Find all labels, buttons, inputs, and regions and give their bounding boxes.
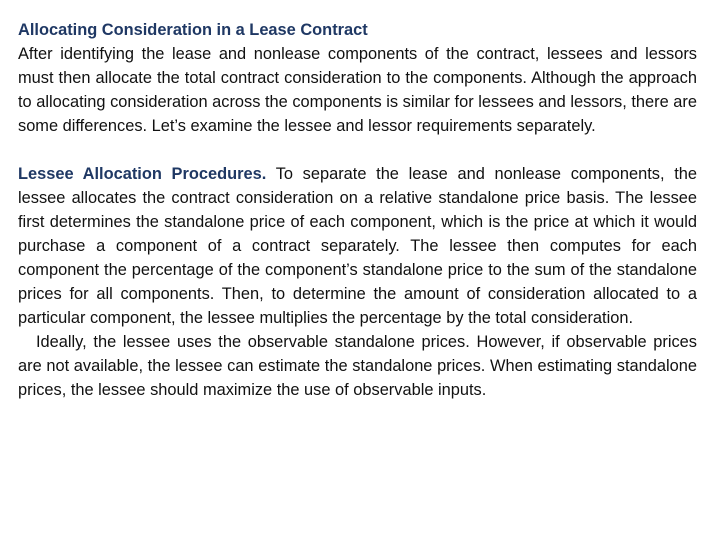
section-heading: Allocating Consideration in a Lease Contract [18, 21, 368, 39]
lead-in-heading: Lessee Allocation Procedures. [18, 165, 267, 183]
paragraph-spacer [18, 138, 697, 162]
lessee-paragraph-1: To separate the lease and nonlease components, the lessee allocates the contract consideration on a relative standalone price basis. The lessee first determines the standalone price of each component, which is the price at which it would purchase a component of a contract separately. The lessee then computes for each component the percentage of the component’s standalone price to the sum of the standalone prices for all components. Then, to determine the amount of consideration allocated to a particular component, the lessee multiplies the percentage by the total consideration. [18, 165, 697, 327]
section-paragraph: After identifying the lease and nonlease components of the contract, lessees and lessors must then allocate the total contract consideration to the components. Although the approach to allocating consideration across the components is similar for lessees and lessors, there are some differences. Let’s examine the lessee and lessor requirements separately. [18, 45, 697, 135]
lessee-paragraph-2: Ideally, the lessee uses the observable standalone prices. However, if observable prices are not available, the lessee can estimate the standalone prices. When estimating standalone prices, the lessee should maximize the use of observable inputs. [18, 333, 697, 399]
section-lessee-allocation [18, 162, 697, 330]
document-page [18, 18, 697, 402]
section-allocating-consideration [18, 18, 697, 138]
